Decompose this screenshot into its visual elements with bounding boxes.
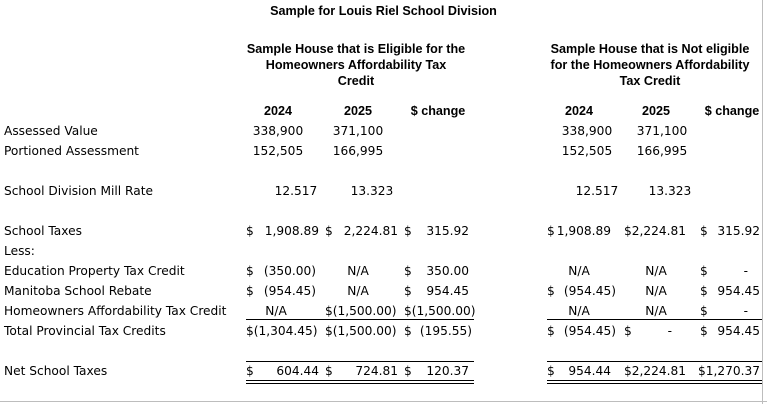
right-assessed-2025: 371,100 [636, 124, 688, 138]
left-portioned-2025: 166,995 [332, 144, 384, 158]
left-net-2024-currency: $ [246, 364, 254, 378]
right-eptc-2024: N/A [568, 264, 590, 278]
right-taxes-2025: $2,224.81 [624, 224, 687, 238]
right-rebate-change-currency: $ [700, 284, 708, 298]
left-heading-line1: Sample House that is Eligible for the [246, 42, 466, 56]
left-total-2024: $(1,304.45) [246, 324, 318, 338]
left-col-change: $ change [410, 104, 466, 118]
left-hatc-change: $(1,500.00) [404, 304, 476, 318]
left-heading-line3: Credit [337, 74, 375, 88]
label-portioned: Portioned Assessment [4, 144, 139, 158]
left-total-2025: $(1,500.00) [325, 324, 397, 338]
right-total-change-currency: $ [700, 324, 708, 338]
right-mill-2024: 12.517 [575, 184, 619, 198]
left-net-change: 120.37 [426, 364, 469, 378]
bottom-border [0, 401, 767, 402]
right-rebate-change: 954.45 [717, 284, 760, 298]
right-heading-line2: for the Homeowners Affordability [550, 58, 750, 72]
right-hatc-2024: N/A [568, 304, 590, 318]
left-net-2025-currency: $ [325, 364, 333, 378]
right-subtotal-rule [547, 319, 762, 320]
right-eptc-change-currency: $ [700, 264, 708, 278]
right-net-2025: $2,224.81 [624, 364, 687, 378]
right-total-change: 954.45 [717, 324, 760, 338]
left-rebate-change: 954.45 [426, 284, 469, 298]
right-border [762, 0, 763, 404]
left-rebate-2024-currency: $ [246, 284, 254, 298]
label-assessed: Assessed Value [4, 124, 98, 138]
left-eptc-change-currency: $ [404, 264, 412, 278]
left-rebate-change-currency: $ [404, 284, 412, 298]
right-portioned-2025: 166,995 [636, 144, 688, 158]
label-taxes: School Taxes [4, 224, 82, 238]
left-net-change-currency: $ [404, 364, 412, 378]
label-less: Less: [4, 244, 35, 258]
right-heading-line1: Sample House that is Not eligible [550, 42, 750, 56]
right-net-2024: 954.44 [568, 364, 611, 378]
label-net: Net School Taxes [4, 364, 108, 378]
right-col-2024: 2024 [564, 104, 594, 118]
right-col-change: $ change [704, 104, 760, 118]
left-taxes-2025-currency: $ [325, 224, 333, 238]
left-total-change: (195.55) [419, 324, 472, 338]
label-rebate: Manitoba School Rebate [4, 284, 152, 298]
right-eptc-change: - [743, 264, 748, 278]
left-hatc-2025: $(1,500.00) [325, 304, 397, 318]
left-col-2025: 2025 [343, 104, 373, 118]
right-net-change: $1,270.37 [698, 364, 761, 378]
left-taxes-2024-currency: $ [246, 224, 254, 238]
left-assessed-2025: 371,100 [332, 124, 384, 138]
right-hatc-change: - [743, 304, 748, 318]
left-mill-2024: 12.517 [274, 184, 318, 198]
right-heading-line3: Tax Credit [619, 74, 681, 88]
left-col-2024: 2024 [263, 104, 293, 118]
left-taxes-change-currency: $ [404, 224, 412, 238]
right-hatc-2025: N/A [645, 304, 667, 318]
right-taxes-change: 315.92 [717, 224, 760, 238]
left-rebate-2024: (954.45) [263, 284, 316, 298]
left-eptc-2024-currency: $ [246, 264, 254, 278]
left-total-change-currency: $ [404, 324, 412, 338]
right-total-2025: - [667, 324, 672, 338]
right-rebate-2024: (954.45) [563, 284, 616, 298]
right-taxes-change-currency: $ [700, 224, 708, 238]
right-net-top-rule [547, 361, 762, 362]
left-heading-line2: Homeowners Affordability Tax [265, 58, 447, 72]
page-title: Sample for Louis Riel School Division [270, 4, 497, 18]
right-taxes-2024: 1,908.89 [556, 224, 611, 238]
left-mill-2025: 13.323 [350, 184, 394, 198]
right-total-2025-currency: $ [624, 324, 632, 338]
left-subtotal-rule [246, 319, 474, 320]
right-total-2024-currency: $ [547, 324, 555, 338]
left-eptc-change: 350.00 [426, 264, 469, 278]
right-rebate-2024-currency: $ [547, 284, 555, 298]
left-net-2025: 724.81 [355, 364, 398, 378]
left-taxes-2025: 2,224.81 [343, 224, 398, 238]
left-taxes-2024: 1,908.89 [264, 224, 319, 238]
right-total-2024: (954.45) [563, 324, 616, 338]
left-taxes-change: 315.92 [426, 224, 469, 238]
left-eptc-2025: N/A [347, 264, 369, 278]
left-hatc-2024: N/A [265, 304, 287, 318]
right-eptc-2025: N/A [645, 264, 667, 278]
left-eptc-2024: (350.00) [263, 264, 316, 278]
left-assessed-2024: 338,900 [252, 124, 304, 138]
right-rebate-2025: N/A [645, 284, 667, 298]
right-col-2025: 2025 [641, 104, 671, 118]
label-mill: School Division Mill Rate [4, 184, 153, 198]
left-net-2024: 604.44 [276, 364, 319, 378]
label-hatc: Homeowners Affordability Tax Credit [4, 304, 227, 318]
right-mill-2025: 13.323 [648, 184, 692, 198]
left-rebate-2025: N/A [347, 284, 369, 298]
right-hatc-change-currency: $ [700, 304, 708, 318]
right-net-double-rule [547, 380, 762, 384]
label-eptc: Education Property Tax Credit [4, 264, 185, 278]
right-net-2024-currency: $ [547, 364, 555, 378]
right-taxes-2024-currency: $ [547, 224, 555, 238]
right-portioned-2024: 152,505 [561, 144, 613, 158]
left-net-top-rule [246, 361, 474, 362]
left-net-double-rule [246, 380, 474, 384]
left-portioned-2024: 152,505 [252, 144, 304, 158]
right-assessed-2024: 338,900 [561, 124, 613, 138]
label-total: Total Provincial Tax Credits [4, 324, 166, 338]
